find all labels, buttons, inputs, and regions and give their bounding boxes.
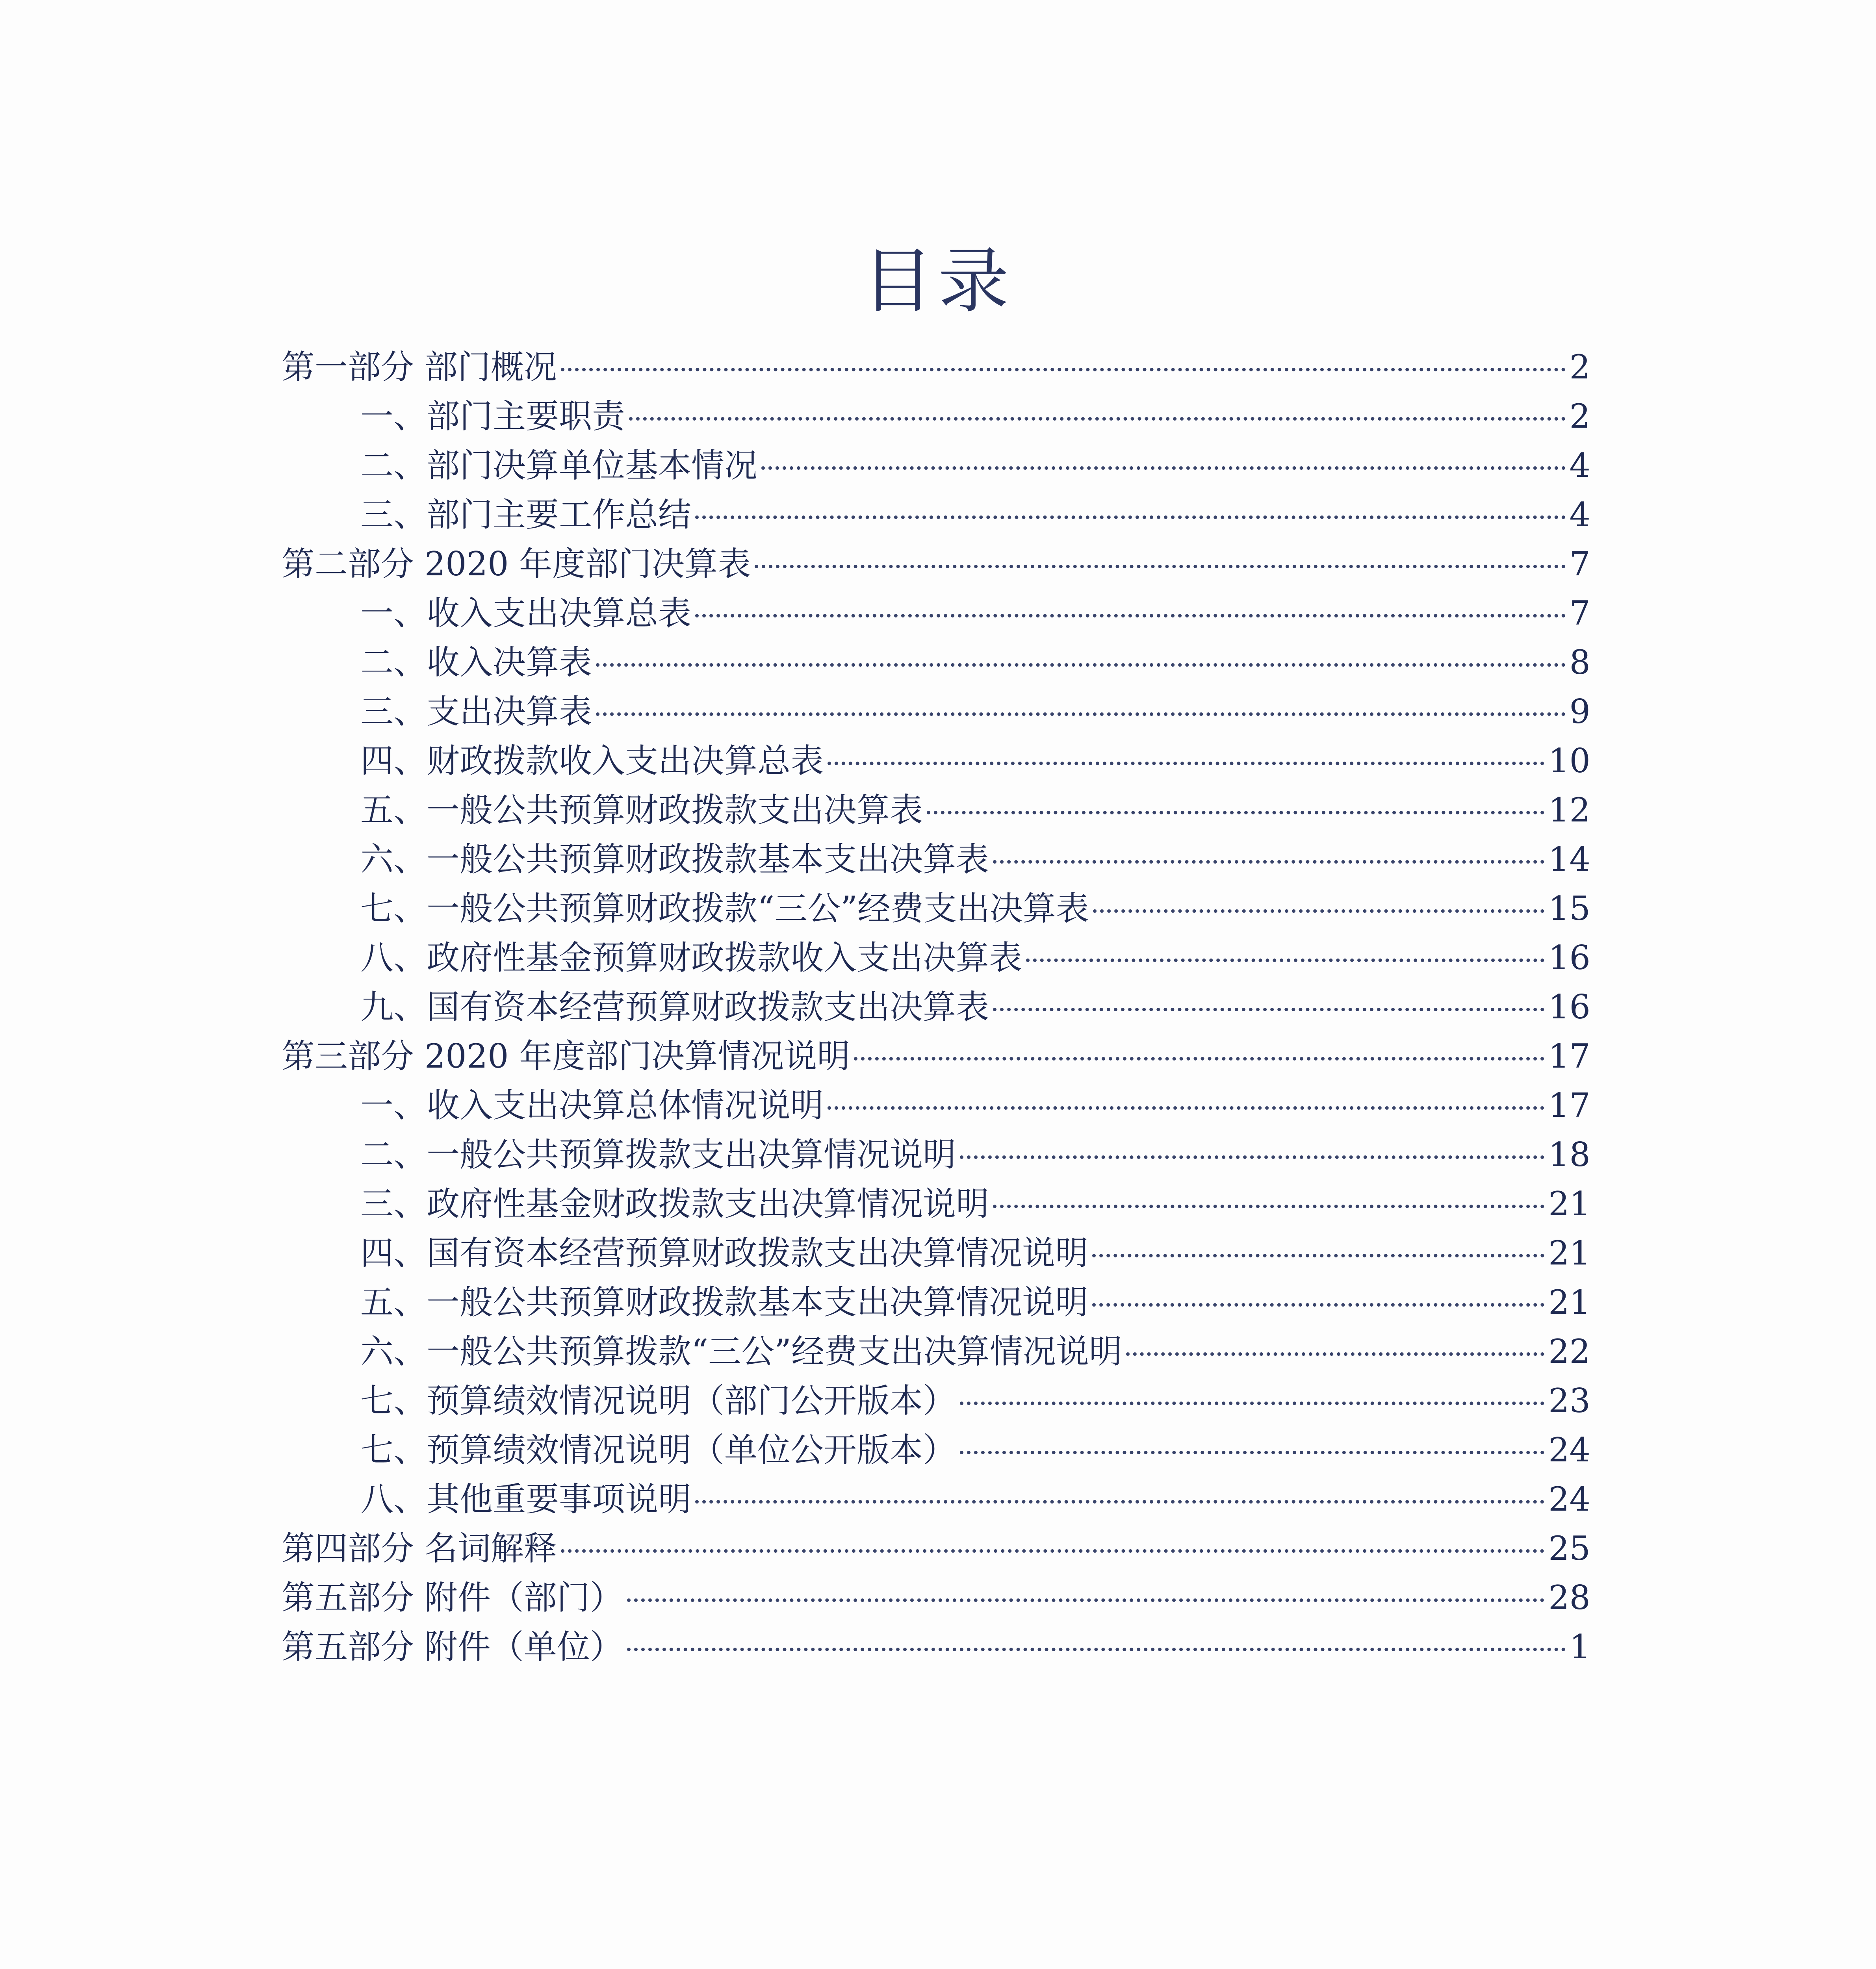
toc-section-entry[interactable]: [360, 737, 1590, 784]
toc-entry-label: 二、部门决算单位基本情况: [360, 446, 758, 485]
toc-entry-label: 一、部门主要职责: [360, 397, 625, 436]
toc-entry-page: 22: [1548, 1332, 1590, 1371]
toc-entry-label: 第一部分 部门概况: [282, 348, 557, 386]
toc-dot-leader: [993, 1205, 1544, 1208]
toc-entry-label: 四、国有资本经营预算财政拨款支出决算情况说明: [360, 1234, 1089, 1272]
toc-section-entry[interactable]: [360, 1131, 1590, 1178]
toc-entry-label: 一、收入支出决算总体情况说明: [360, 1086, 824, 1125]
toc-dot-leader: [1092, 1254, 1544, 1257]
toc-part-entry[interactable]: [282, 540, 1590, 588]
toc-section-entry[interactable]: [360, 590, 1590, 637]
toc-dot-leader: [596, 712, 1566, 716]
toc-dot-leader: [1092, 1303, 1544, 1307]
toc-section-entry[interactable]: [360, 1328, 1590, 1375]
toc-dot-leader: [561, 368, 1566, 371]
toc-entry-page: 7: [1569, 545, 1590, 583]
toc-section-entry[interactable]: [360, 393, 1590, 440]
toc-section-entry[interactable]: [360, 491, 1590, 538]
toc-entry-page: 12: [1548, 791, 1590, 829]
toc-section-entry[interactable]: [360, 639, 1590, 686]
toc-section-entry[interactable]: [360, 442, 1590, 489]
toc-dot-leader: [695, 614, 1566, 617]
toc-entry-page: 23: [1548, 1381, 1590, 1420]
toc-part-entry[interactable]: [282, 343, 1590, 391]
toc-section-entry[interactable]: [360, 934, 1590, 981]
toc-entry-page: 1: [1569, 1628, 1590, 1666]
toc-entry-page: 21: [1548, 1234, 1590, 1272]
toc-entry-page: 21: [1548, 1185, 1590, 1223]
toc-entry-label: 第五部分 附件（单位）: [282, 1628, 623, 1666]
toc-dot-leader: [755, 565, 1565, 568]
toc-entry-label: 三、支出决算表: [360, 692, 592, 731]
toc-entry-label: 四、财政拨款收入支出决算总表: [360, 742, 824, 780]
toc-dot-leader: [627, 1648, 1566, 1651]
toc-dot-leader: [960, 1451, 1544, 1454]
toc-entry-label: 第五部分 附件（部门）: [282, 1578, 623, 1617]
toc-entry-page: 28: [1548, 1578, 1590, 1617]
toc-entry-page: 15: [1548, 889, 1590, 928]
toc-entry-label: 七、预算绩效情况说明（单位公开版本）: [360, 1431, 956, 1469]
toc-section-entry[interactable]: [360, 786, 1590, 834]
toc-section-entry[interactable]: [360, 983, 1590, 1031]
toc-section-entry[interactable]: [360, 688, 1590, 735]
toc-section-entry[interactable]: [360, 1377, 1590, 1424]
toc-dot-leader: [828, 762, 1544, 765]
toc-entry-page: 7: [1569, 594, 1590, 632]
toc-entry-page: 9: [1569, 692, 1590, 731]
toc-part-entry[interactable]: [282, 1574, 1590, 1621]
toc-section-entry[interactable]: [360, 1082, 1590, 1129]
toc-dot-leader: [1026, 959, 1544, 962]
toc-part-entry[interactable]: [282, 1033, 1590, 1080]
toc-dot-leader: [960, 1402, 1544, 1405]
page-title: 目录: [862, 240, 1014, 323]
toc-entry-page: 4: [1569, 495, 1590, 534]
toc-dot-leader: [596, 663, 1566, 667]
toc-section-entry[interactable]: [360, 885, 1590, 932]
toc-dot-leader: [854, 1057, 1544, 1061]
toc-section-entry[interactable]: [360, 836, 1590, 883]
toc-entry-page: 18: [1548, 1135, 1590, 1174]
toc-dot-leader: [993, 1008, 1544, 1011]
toc-entry-page: 17: [1548, 1086, 1590, 1125]
toc-entry-label: 七、一般公共预算财政拨款“三公”经费支出决算表: [360, 889, 1089, 928]
toc-dot-leader: [761, 466, 1566, 470]
toc-dot-leader: [960, 1155, 1544, 1159]
toc-dot-leader: [629, 417, 1566, 421]
toc-entry-page: 8: [1569, 643, 1590, 682]
toc-dot-leader: [927, 811, 1544, 814]
toc-entry-label: 三、政府性基金财政拨款支出决算情况说明: [360, 1185, 989, 1223]
toc-entry-label: 二、一般公共预算拨款支出决算情况说明: [360, 1135, 956, 1174]
toc-section-entry[interactable]: [360, 1476, 1590, 1523]
toc-entry-label: 第四部分 名词解释: [282, 1529, 557, 1568]
toc-entry-label: 六、一般公共预算财政拨款基本支出决算表: [360, 840, 989, 879]
toc-entry-page: 2: [1569, 397, 1590, 436]
toc-entry-page: 4: [1569, 446, 1590, 485]
toc-section-entry[interactable]: [360, 1279, 1590, 1326]
toc-entry-label: 三、部门主要工作总结: [360, 495, 692, 534]
toc-entry-label: 二、收入决算表: [360, 643, 592, 682]
toc-dot-leader: [627, 1598, 1544, 1602]
toc-entry-page: 24: [1548, 1431, 1590, 1469]
toc-section-entry[interactable]: [360, 1426, 1590, 1474]
toc-entry-label: 第三部分 2020 年度部门决算情况说明: [282, 1037, 850, 1075]
toc-dot-leader: [695, 515, 1566, 519]
toc-entry-page: 10: [1548, 742, 1590, 780]
toc-entry-label: 八、其他重要事项说明: [360, 1480, 692, 1518]
toc-entry-page: 14: [1548, 840, 1590, 879]
toc-entry-label: 一、收入支出决算总表: [360, 594, 692, 632]
toc-entry-page: 16: [1548, 988, 1590, 1026]
toc-part-entry[interactable]: [282, 1525, 1590, 1572]
toc-entry-label: 六、一般公共预算拨款“三公”经费支出决算情况说明: [360, 1332, 1122, 1371]
toc-entry-label: 五、一般公共预算财政拨款基本支出决算情况说明: [360, 1283, 1089, 1322]
toc-dot-leader: [561, 1549, 1544, 1553]
toc-entry-label: 第二部分 2020 年度部门决算表: [282, 545, 751, 583]
toc-dot-leader: [828, 1106, 1544, 1110]
toc-entry-label: 五、一般公共预算财政拨款支出决算表: [360, 791, 923, 829]
toc-entry-label: 九、国有资本经营预算财政拨款支出决算表: [360, 988, 989, 1026]
toc-entry-label: 八、政府性基金预算财政拨款收入支出决算表: [360, 938, 1022, 977]
toc-entry-page: 17: [1548, 1037, 1590, 1075]
toc-entry-page: 16: [1548, 938, 1590, 977]
toc-dot-leader: [1126, 1352, 1544, 1356]
toc-section-entry[interactable]: [360, 1229, 1590, 1277]
toc-dot-leader: [993, 860, 1544, 864]
toc-entry-page: 2: [1569, 348, 1590, 386]
toc-dot-leader: [1093, 909, 1544, 913]
toc-entry-page: 24: [1548, 1480, 1590, 1518]
toc-entry-page: 25: [1548, 1529, 1590, 1568]
toc-entry-label: 七、预算绩效情况说明（部门公开版本）: [360, 1381, 956, 1420]
toc-dot-leader: [695, 1500, 1544, 1504]
toc-part-entry[interactable]: [282, 1623, 1590, 1670]
toc-section-entry[interactable]: [360, 1180, 1590, 1227]
toc-entry-page: 21: [1548, 1283, 1590, 1322]
